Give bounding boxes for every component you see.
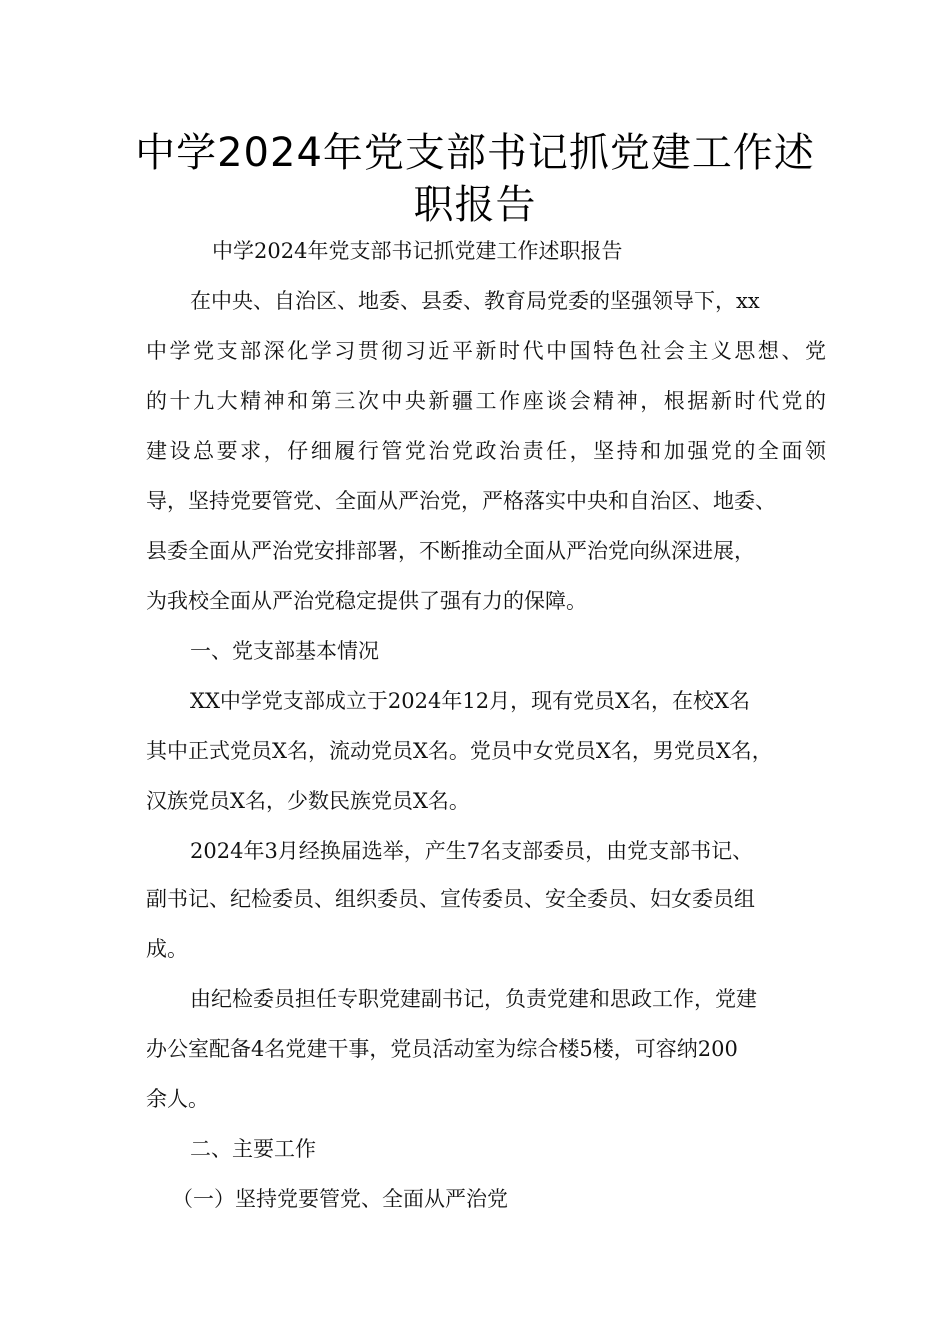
paragraph-line: 中学党支部深化学习贯彻习近平新时代中国特色社会主义思想、党 bbox=[146, 339, 826, 363]
paragraph-line: 由纪检委员担任专职党建副书记，负责党建和思政工作，党建 bbox=[190, 987, 757, 1011]
paragraph-line: 余人。 bbox=[146, 1087, 209, 1111]
paragraph-line: 成。 bbox=[146, 937, 188, 961]
paragraph-line: 2024年3月经换届选举，产生7名支部委员，由党支部书记、 bbox=[190, 839, 754, 863]
section-heading-2: 二、主要工作 bbox=[190, 1137, 316, 1161]
paragraph-line: 建设总要求，仔细履行管党治党政治责任，坚持和加强党的全面领 bbox=[146, 439, 826, 463]
paragraph-line: 的十九大精神和第三次中央新疆工作座谈会精神，根据新时代党的 bbox=[146, 389, 826, 413]
paragraph-line: XX中学党支部成立于2024年12月，现有党员X名，在校X名 bbox=[190, 689, 750, 713]
section-heading-1: 一、党支部基本情况 bbox=[190, 639, 379, 663]
paragraph-line: 为我校全面从严治党稳定提供了强有力的保障。 bbox=[146, 589, 587, 613]
paragraph-line: 汉族党员X名，少数民族党员X名。 bbox=[146, 789, 470, 813]
document-title-line-2: 职报告 bbox=[413, 182, 537, 228]
paragraph-line: 办公室配备4名党建干事，党员活动室为综合楼5楼，可容纳200 bbox=[146, 1037, 738, 1061]
paragraph-line: 在中央、自治区、地委、县委、教育局党委的坚强领导下，xx bbox=[190, 289, 760, 313]
paragraph-line: 县委全面从严治党安排部署，不断推动全面从严治党向纵深进展， bbox=[146, 539, 755, 563]
document-subtitle: 中学2024年党支部书记抓党建工作述职报告 bbox=[212, 239, 623, 263]
subsection-heading-1: （一）坚持党要管党、全面从严治党 bbox=[172, 1187, 508, 1211]
paragraph-line: 其中正式党员X名，流动党员X名。党员中女党员X名，男党员X名， bbox=[146, 739, 773, 763]
document-title-line-1: 中学2024年党支部书记抓党建工作述 bbox=[135, 130, 815, 176]
paragraph-line: 副书记、纪检委员、组织委员、宣传委员、安全委员、妇女委员组 bbox=[146, 887, 755, 911]
paragraph-line: 导，坚持党要管党、全面从严治党，严格落实中央和自治区、地委、 bbox=[146, 489, 776, 513]
